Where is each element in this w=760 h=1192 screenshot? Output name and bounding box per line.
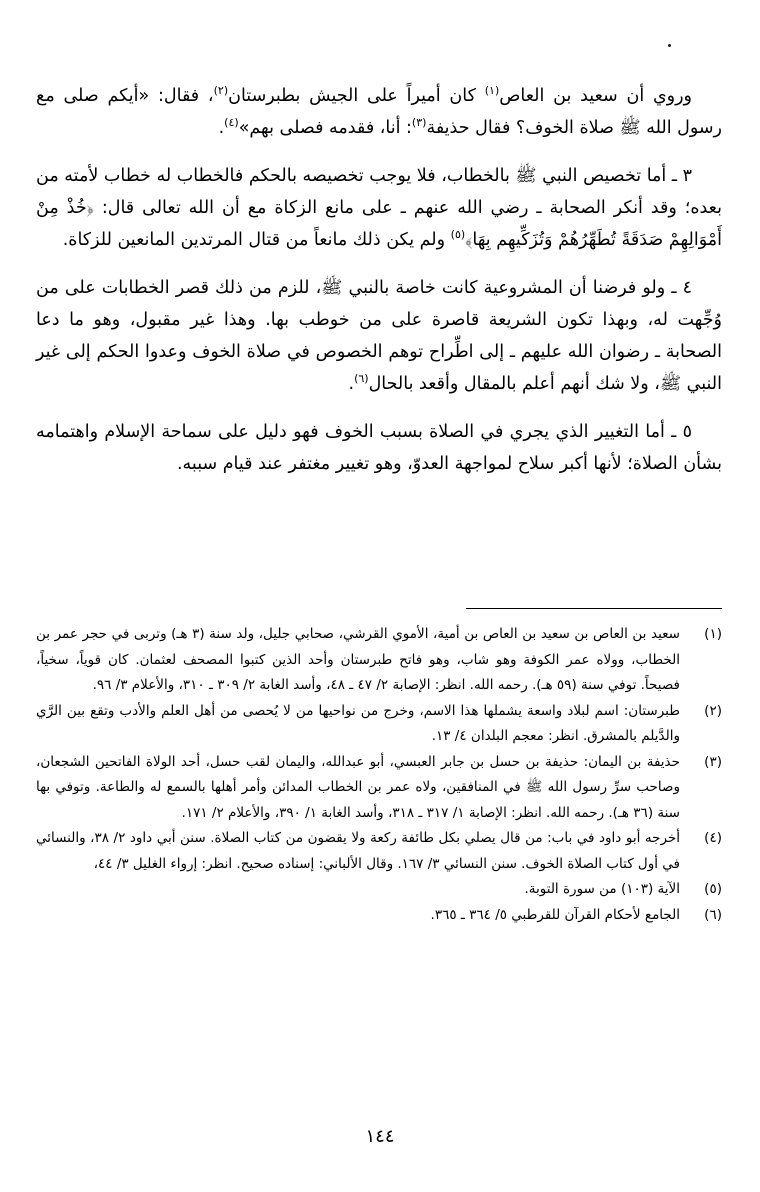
footnote-number: (٢)	[704, 702, 722, 719]
footnote-ref-1[interactable]: (١)	[484, 84, 500, 98]
footnote-number: (١)	[704, 626, 722, 642]
footnote-text: حذيفة بن اليمان: حذيفة بن حسل بن جابر العبسي، أبو عبدالله، واليمان لقب حسل، أحد الولاة الفاتحين الشجعان، وصاحب سرِّ رسول الله ﷺ في المنافقين، ولاه عمر بن الخطاب المدائن وأمر أهلها بالسمع له والطاعة. وتوفي بها سنة (٣٦ هـ). رحمه الله. انظر: الإصابة ١/ ٣١٧ ـ ٣١٨، وأسد الغابة ١/ ٣٩٠، والأعلام ٢/ ١٧١.	[36, 753, 680, 821]
paragraph-text: ولم يكن ذلك مانعاً من قتال المرتدين المانعين للزكاة.	[62, 230, 451, 250]
paragraph-text: كان أميراً على الجيش بطبرستان	[228, 86, 485, 106]
paragraph-text: .	[348, 374, 355, 394]
main-text	[36, 80, 722, 496]
footnote-text: أخرجه أبو داود في باب: من قال يصلي بكل طائفة ركعة ولا يقضون من كتاب الصلاة. سنن أبي داود ٢/ ٣٨، والنسائي في أول كتاب الصلاة الخوف. سنن النسائي ٣/ ١٦٧. وقال الألباني: إسناده صحيح. انظر: إرواء الغليل ٣/ ٤٤،	[36, 830, 680, 872]
footnotes	[36, 622, 722, 928]
paragraph-text: ٤ ـ ولو فرضنا أن المشروعية كانت خاصة بالنبي ﷺ، للزم من ذلك قصر الخطابات على من وُجِّهت له، وبهذا تكون الشريعة قاصرة على من خوطب بها. وهذا غير مقبول، وهو ما دعا الصحابة ـ رضوان الله عليهم ـ إلى اطِّراح توهم الخصوص في صلاة الخوف وعدوا الحكم إلى غير النبي ﷺ، ولا شك أنهم أعلم بالمقال وأقعد بالحال	[36, 278, 722, 394]
footnote-number: (٥)	[704, 881, 722, 897]
paragraph-4	[36, 416, 722, 480]
footnote-number: (٤)	[704, 830, 722, 846]
paragraph-text: وروي أن سعيد بن العاص	[499, 86, 693, 106]
paragraph-text: ٥ ـ أما التغيير الذي يجري في الصلاة بسبب الخوف فهو دليل على سماحة الإسلام واهتمامه بشأن الصلاة؛ لأنها أكبر سلاح لمواجهة العدوّ، وهو تغيير مغتفر عند قيام سببه.	[36, 422, 722, 474]
paragraph-2	[36, 160, 722, 256]
footnote-text: طبرستان: اسم لبلاد واسعة يشملها هذا الاسم، وخرج من نواحيها من لا يُحصى من أهل العلم والأدب وتقع بين الرَّي والدَّيلم بالمشرق. انظر: معجم البلدان ٤/ ١٣.	[36, 702, 680, 744]
footnote-text: سعيد بن العاص بن سعيد بن العاص بن أمية، الأموي القرشي، صحابي جليل، ولد سنة (٣ هـ) وتربى في حجر عمر بن الخطاب، وولاه عمر الكوفة وهو شاب، وهو فاتح طبرستان وأحد الذين كتبوا المصحف لعثمان. كان قوياً، سخياً، فصيحاً. توفي سنة (٥٩ هـ). رحمه الله. انظر: الإصابة ٢/ ٤٧ ـ ٤٨، وأسد الغابة ٢/ ٣٠٩ ـ ٣١٠، والأعلام ٣/ ٩٦.	[36, 626, 680, 693]
footnote-ref-6[interactable]: (٦)	[354, 372, 369, 386]
footnote-item	[36, 903, 722, 929]
paragraph-text: : أنا، فقدمه فصلى بهم»	[238, 118, 412, 138]
footnote-item	[36, 622, 722, 699]
footnote-number: (٣)	[704, 753, 722, 770]
footnote-ref-2[interactable]: (٢)	[213, 84, 229, 98]
footnote-ref-4[interactable]: (٤)	[224, 116, 239, 130]
footnote-item	[36, 750, 722, 827]
footnote-item	[36, 699, 722, 750]
footnote-item	[36, 877, 722, 903]
paragraph-text: ، فقال: «أيكم صلى مع رسول الله ﷺ صلاة الخوف؟ فقال حذيفة	[36, 86, 722, 138]
print-speck	[668, 44, 671, 47]
footnote-divider	[466, 608, 722, 609]
paragraph-text: ٣ ـ أما تخصيص النبي ﷺ بالخطاب، فلا يوجب تخصيصه بالحكم فالخطاب له خطاب لأمته من بعده؛ وقد أنكر الصحابة ـ رضي الله عنهم ـ على مانع الزكاة مع أن الله تعالى قال: ﴿خُذْ مِنْ أَمْوَالِهِمْ صَدَقَةً تُطَهِّرُهُمْ وَتُزَكِّيهِم بِهَا﴾	[36, 166, 722, 250]
footnote-ref-5[interactable]: (٥)	[450, 228, 466, 242]
footnote-ref-3[interactable]: (٣)	[411, 116, 427, 130]
paragraph-text: .	[218, 118, 225, 138]
paragraph-1	[36, 80, 722, 144]
paragraph-3	[36, 272, 722, 400]
footnote-item	[36, 826, 722, 877]
footnote-text: الجامع لأحكام القرآن للقرطبي ٥/ ٣٦٤ ـ ٣٦٥.	[430, 906, 680, 923]
footnote-text: الآية (١٠٣) من سورة التوبة.	[524, 881, 680, 897]
page-number: ١٤٤	[365, 1126, 395, 1147]
footnote-number: (٦)	[704, 906, 722, 923]
